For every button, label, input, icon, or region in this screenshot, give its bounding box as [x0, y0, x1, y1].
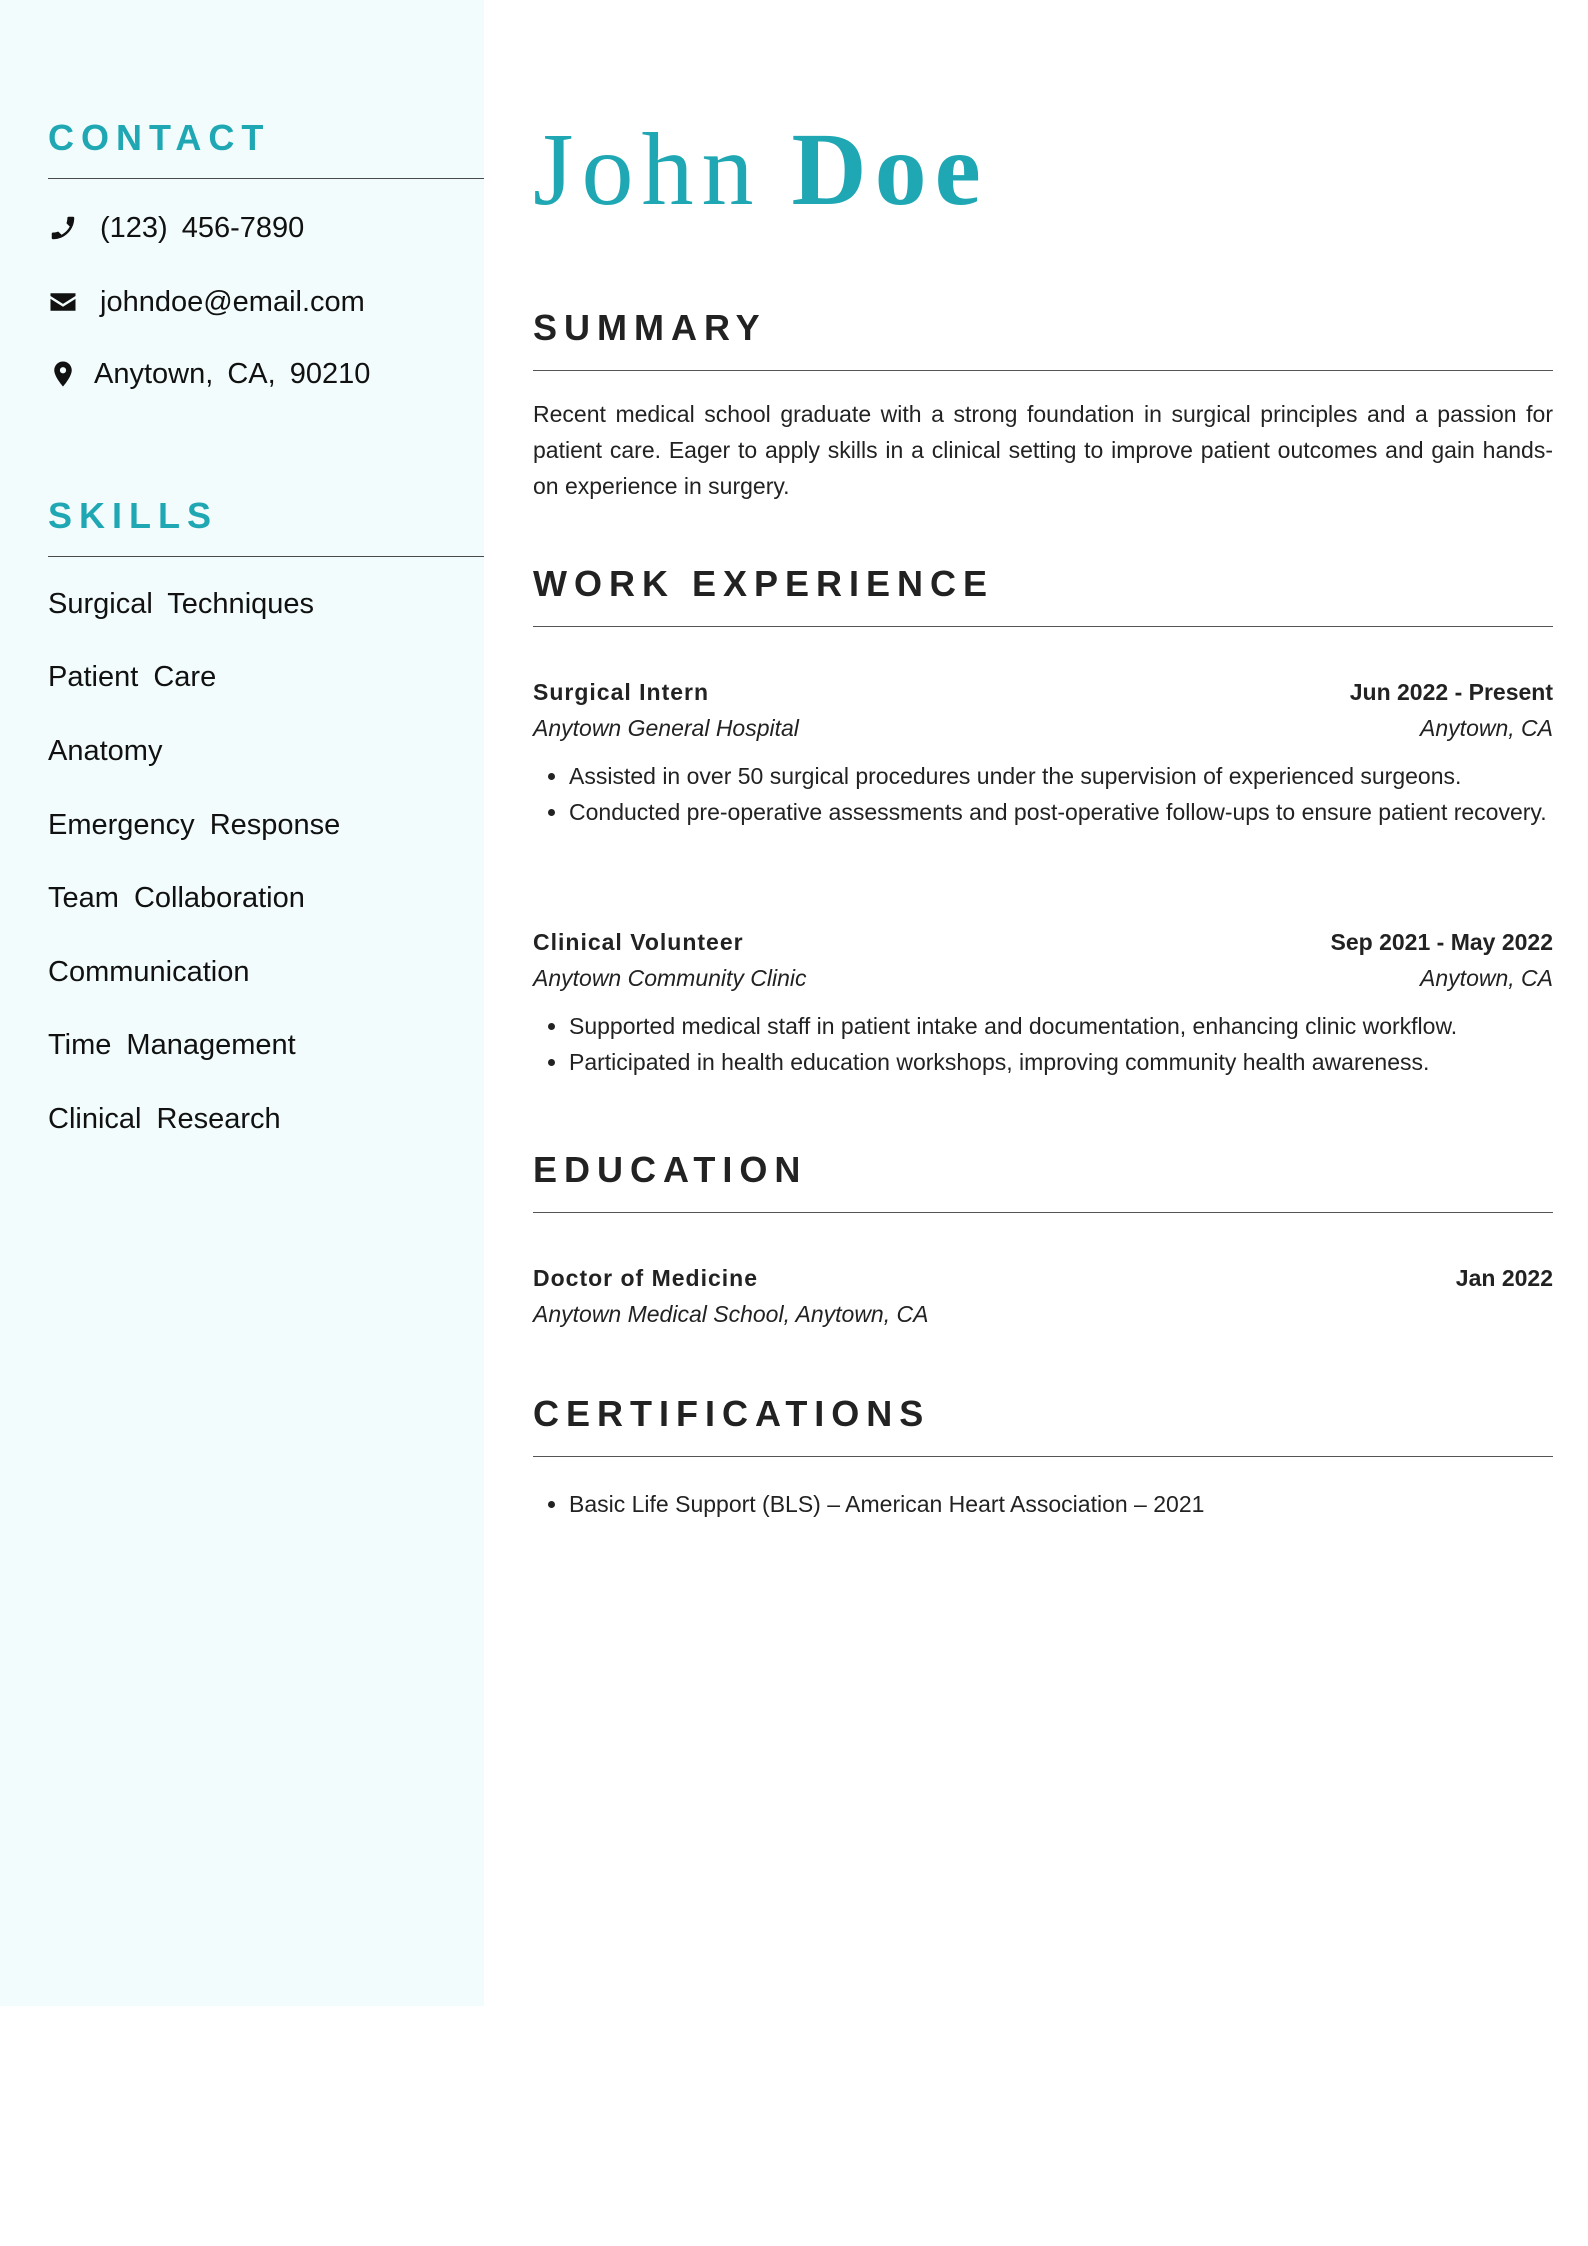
- job-org: Anytown General Hospital: [533, 715, 799, 741]
- job-location: Anytown, CA: [1420, 715, 1553, 741]
- sidebar: [0, 0, 484, 2006]
- job-title: Clinical Volunteer: [533, 929, 744, 955]
- summary-text: Recent medical school graduate with a strong foundation in surgical principles and a passion for patient care. Eager to apply skills in a clinical setting to improve patient outcomes and gain hands-on experience in surgery.: [533, 401, 1553, 499]
- work-divider: [533, 626, 1553, 627]
- certifications-divider: [533, 1456, 1553, 1457]
- work-heading: WORK EXPERIENCE: [533, 563, 995, 604]
- summary-divider: [533, 370, 1553, 371]
- contact-email: [48, 284, 365, 320]
- job-title: Surgical Intern: [533, 679, 710, 705]
- education-subheader: [533, 1296, 1553, 1332]
- job-header: [533, 674, 1553, 710]
- skill-item: Surgical Techniques: [48, 588, 315, 620]
- contact-section: [48, 116, 484, 390]
- certification-list: [533, 1486, 1553, 1522]
- skills-section: [48, 494, 484, 1135]
- job-location: Anytown, CA: [1420, 965, 1553, 991]
- location-text: Anytown, CA, 90210: [94, 357, 371, 390]
- education-header: [533, 1260, 1553, 1296]
- certifications-section: [533, 1392, 1553, 1517]
- job-bullet: • Participated in health education workshops, improving community health awareness.: [569, 1044, 1553, 1080]
- contact-heading: CONTACT: [48, 117, 271, 158]
- contact-divider: [48, 178, 484, 179]
- last-name: Doe: [791, 112, 989, 227]
- email-text: johndoe@email.com: [100, 285, 365, 318]
- skills-heading: SKILLS: [48, 495, 219, 536]
- skill-item: Anatomy: [48, 735, 163, 767]
- certifications-heading: CERTIFICATIONS: [533, 1393, 931, 1434]
- map-pin-icon: [48, 359, 78, 389]
- education-heading: EDUCATION: [533, 1149, 808, 1190]
- first-name: John: [533, 112, 762, 227]
- phone-icon: [48, 213, 78, 243]
- contact-phone: [48, 210, 304, 246]
- job-subheader: [533, 960, 1553, 996]
- job-org: Anytown Community Clinic: [533, 965, 807, 991]
- work-section: [533, 562, 1553, 1075]
- job-bullet: • Supported medical staff in patient intake and documentation, enhancing clinic workflow.: [569, 1008, 1553, 1044]
- skills-divider: [48, 556, 484, 557]
- education-date: Jan 2022: [1455, 1265, 1553, 1291]
- education-section: [533, 1148, 1553, 1327]
- skill-item: Time Management: [48, 1029, 296, 1061]
- skill-item: Communication: [48, 956, 250, 988]
- candidate-name: [533, 110, 989, 230]
- job-subheader: [533, 710, 1553, 746]
- job-header: [533, 924, 1553, 960]
- phone-text: (123) 456-7890: [100, 211, 305, 244]
- skill-item: Team Collaboration: [48, 882, 305, 914]
- summary-heading: SUMMARY: [533, 307, 767, 348]
- certification-item: • Basic Life Support (BLS) – American Heart Association – 2021: [569, 1486, 1553, 1522]
- school: Anytown Medical School, Anytown, CA: [533, 1301, 929, 1327]
- job-bullet: • Assisted in over 50 surgical procedures under the supervision of experienced surgeons.: [569, 758, 1553, 794]
- job-bullet: • Conducted pre-operative assessments and post-operative follow-ups to ensure patient recovery.: [569, 794, 1553, 830]
- job-dates: Jun 2022 - Present: [1349, 679, 1553, 705]
- skill-item: Clinical Research: [48, 1103, 281, 1135]
- envelope-icon: [48, 287, 78, 317]
- job-dates: Sep 2021 - May 2022: [1330, 929, 1553, 955]
- job-bullets: [533, 1008, 1553, 1080]
- skill-item: Emergency Response: [48, 809, 341, 841]
- job-bullets: [533, 758, 1553, 830]
- summary-section: [533, 306, 1553, 499]
- contact-location: [48, 356, 370, 392]
- skill-item: Patient Care: [48, 661, 217, 693]
- degree: Doctor of Medicine: [533, 1265, 759, 1291]
- education-divider: [533, 1212, 1553, 1213]
